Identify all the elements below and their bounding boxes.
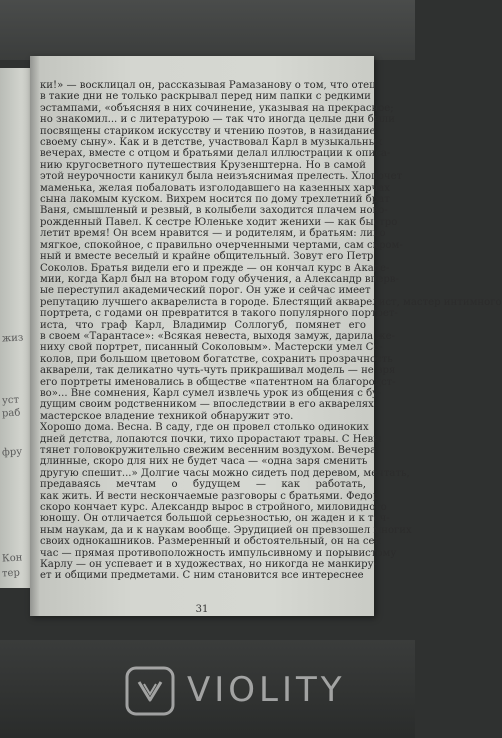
watermark: [125, 664, 395, 720]
text-line: акварели, так деликатно чуть-чуть прикрашивал модель — не зря: [40, 365, 396, 377]
left-page-text: уст: [1, 394, 20, 407]
text-line: своему сыну». Как и в детстве, участвовал Карл в музыкальных: [40, 137, 383, 149]
text-line: портрета, с годами он превратится в такого популярного портрет-: [40, 308, 398, 320]
text-line: в своем «Тарантасе»: «Всякая невеста, выходя замуж, дарила же-: [40, 330, 396, 342]
left-page-text: жиз: [1, 332, 24, 345]
violity-logo-icon: [125, 666, 175, 716]
text-line: иста, что граф Карл, Владимир Соллогуб, помянет его: [40, 319, 366, 331]
text-line: нию кругосветного путешествия Крузенштерна. Но в самой: [40, 159, 366, 171]
text-line: репутацию лучшего акварелиста в городе. Блестящий акварелист, мастер интимного: [40, 296, 502, 308]
text-line: ный и вместе веселый и крайне общительный. Зовут его Петр: [40, 251, 374, 263]
text-line: летит время! Он всем нравится — и родителям, и братьям: лицо: [40, 228, 386, 240]
page-number: 31: [195, 604, 209, 615]
text-line: ным наукам, да и к наукам вообще. Эрудицией он превзошел многих: [40, 524, 412, 536]
text-line: но знакомил... и с литературою — так что иногда целые дни были: [40, 114, 395, 126]
watermark-text: VIOLITY: [187, 670, 346, 710]
left-page-fragment: [0, 68, 30, 588]
text-line: Соколов. Братья видели его и прежде — он кончал курс в Акаде-: [40, 262, 390, 274]
text-line: сына лакомым куском. Вихрем носится по дому трехлетний брат: [40, 194, 390, 206]
text-line: в такие дни не только раскрывал перед ним папки с редкими: [40, 91, 371, 103]
text-line: дней детства, лопаются почки, тихо прорастают травы. С Невы: [40, 433, 382, 445]
text-line: скоро кончает курс. Александр вырос в стройного, миловидного: [40, 502, 387, 514]
text-line: Хорошо дома. Весна. В саду, где он провел столько одиноких: [40, 422, 369, 434]
text-line: ки!» — восклицал он, рассказывая Рамазанову о том, что отец: [40, 80, 376, 91]
left-page-text: тер: [1, 567, 21, 580]
text-line: другую спешит...» Долгие часы можно сидеть под деревом, мечтать,: [40, 467, 410, 479]
text-line: маменька, желая побаловать изголодавшего на казенных харчах: [40, 182, 390, 194]
text-line: своих однокашников. Размеренный и обстоятельный, он на сей: [40, 536, 382, 548]
text-line: Ваня, смышленый и резвый, в колыбели заходится плачем ново-: [40, 205, 388, 217]
text-line: длинные, скоро для них не будет часа — «одна заря сменить: [40, 456, 368, 468]
text-line: предаваясь мечтам о будущем — как работать,: [40, 479, 366, 491]
text-line: Карлу — он успевает и в художествах, но никогда не манкиру-: [40, 559, 377, 571]
text-line: дущим своим родственником — впоследствии в его акварелях: [40, 399, 374, 411]
text-line: юношу. Он отличается большой серьезностью, он жаден и к точ-: [40, 513, 390, 525]
page-gutter-shadow: [30, 56, 40, 616]
text-line: мии, когда Карл был на втором году обучения, а Александр вперв-: [40, 273, 399, 285]
text-line: этой неурочности каникул была неизъяснимая прелесть. Хлопочет: [40, 171, 403, 183]
background-top: [0, 0, 415, 60]
text-line: вечерах, вместе с отцом и братьями делал иллюстрации к описа-: [40, 148, 391, 160]
text-line: ые переступил академический порог. Он уже и сейчас имеет: [40, 285, 371, 297]
text-line: тянет головокружительно свежим весенним воздухом. Вечера: [40, 445, 377, 456]
left-page-text: раб: [1, 407, 21, 420]
text-line: мастерское владение техникой обнаружит это.: [40, 410, 294, 422]
text-line: колов, при большом цветовом богатстве, сохранить прозрачность: [40, 353, 393, 365]
text-line: как жить. И вести нескончаемые разговоры с братьями. Федор: [40, 490, 380, 502]
text-line: час — прямая противоположность импульсивному и порывистому: [40, 547, 397, 559]
text-line: во»... Вне сомнения, Карл сумел извлечь урок из общения с бу-: [40, 387, 382, 399]
text-line: ниху свой портрет, писанный Соколовым». Мастерски умел Со-: [40, 342, 383, 354]
page-body-text: [40, 80, 502, 582]
text-line: рожденный Павел. К сестре Юленьке ходит женихи — как быстро: [40, 216, 398, 228]
text-line: ет и общими предметами. С ним становится все интереснее: [40, 570, 364, 582]
text-line: мягкое, спокойное, с правильно очерченными чертами, сам скром-: [40, 239, 403, 251]
text-line: посвящены стариком искусству и чтению поэтов, в назидание: [40, 125, 376, 137]
left-page-text: фру: [1, 446, 23, 459]
text-line: эстампами, «объясняя в них сочинение, указывая на прекрасное;: [40, 102, 394, 114]
text-line: его портреты именовались в обществе «патентном на благородст-: [40, 376, 396, 388]
left-page-text: Кон: [1, 552, 23, 565]
